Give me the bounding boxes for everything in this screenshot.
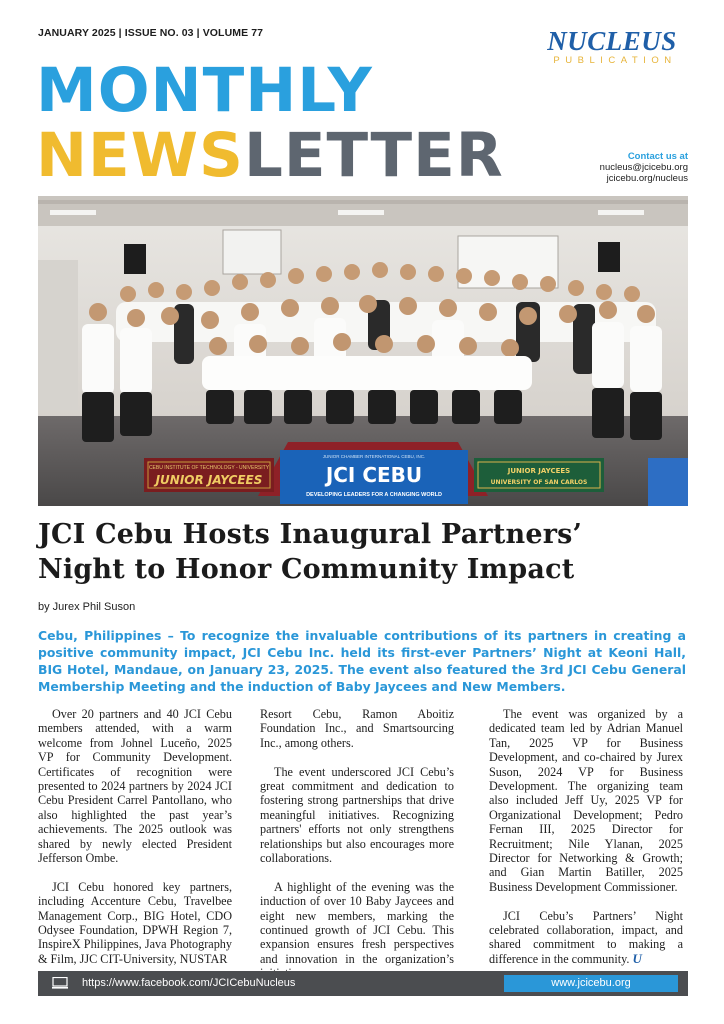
masthead-letter: LETTER [243, 120, 504, 191]
banner-right-top: JUNIOR JAYCEES [507, 467, 571, 475]
headline-line-1: JCI Cebu Hosts Inaugural Partners’ [38, 519, 583, 550]
speaker-right [598, 242, 620, 272]
article-headline [38, 517, 688, 587]
wall-panel [38, 260, 78, 410]
contact-block [600, 151, 688, 184]
banner-center [280, 450, 468, 504]
logo-subtitle: PUBLICATION [553, 55, 677, 66]
masthead-monthly: MONTHLY [36, 55, 373, 126]
banner-center-text: JCI CEBU [325, 463, 423, 487]
masthead-newsletter [36, 120, 504, 191]
article-column-2 [260, 707, 454, 995]
banner-right [474, 458, 604, 492]
article-column-1 [38, 707, 232, 981]
masthead-news: NEWS [36, 120, 244, 191]
contact-website[interactable]: jcicebu.org/nucleus [606, 173, 688, 184]
screen-left [223, 230, 281, 274]
nucleus-logo [536, 27, 688, 67]
banner-far-right [648, 458, 688, 506]
contact-label: Contact us at [627, 151, 688, 162]
closing-text: JCI Cebu’s Partners’ Night celebrated collaboration, impact, and shared commitment to making a difference in the community. [489, 908, 683, 966]
banner-left [144, 458, 274, 492]
ceiling-light [50, 210, 96, 215]
paragraph: Resort Cebu, Ramon Aboitiz Foundation Inc., and Smartsourcing Inc., among others. [260, 707, 454, 750]
ceiling-light [598, 210, 644, 215]
article-lead: Cebu, Philippines – To recognize the invaluable contributions of its partners in creating a positive community impact, JCI Cebu Inc. held its first-ever Partners’ Night at Keoni Hall, BIG Hotel, Mandaue, on January 23, 2025. The event also featured the 3rd JCI Cebu General Membership Meeting and the induction of Baby Jaycees and New Members. [38, 628, 686, 694]
byline: by Jurex Phil Suson [38, 601, 136, 613]
speaker-left [124, 244, 146, 274]
banner-center-top: JUNIOR CHAMBER INTERNATIONAL CEBU, INC. [322, 454, 426, 459]
paragraph: Over 20 partners and 40 JCI Cebu members attended, with a warm welcome from Johnel Luceño, 2025 VP for Community Development. Certificates of recognition were presented to 2024 partners by 2024 JCI Cebu President Carrel Pantollano, who also highlighted the past year’s achievements. The 2025 outlook was shared by newly elected President Jefferson Ombe. [38, 707, 232, 866]
issue-line: JANUARY 2025 | ISSUE NO. 03 | VOLUME 77 [38, 27, 264, 39]
facebook-link[interactable]: https://www.facebook.com/JCICebuNucleus [82, 977, 296, 989]
headline-line-2: Night to Honor Community Impact [38, 554, 575, 585]
group-photo [38, 196, 688, 506]
article-column-3 [489, 707, 683, 981]
group-photo-illustration [38, 196, 688, 506]
banner-left-text: JUNIOR JAYCEES [155, 473, 263, 487]
banner-center-tag: DEVELOPING LEADERS FOR A CHANGING WORLD [306, 492, 442, 498]
contact-email[interactable]: nucleus@jcicebu.org [599, 162, 688, 173]
paragraph: The event underscored JCI Cebu’s great commitment and dedication to fostering strong partnerships that drive meaningful initiatives. Recognizing partners' efforts not only strengthens relationships but also encourages more collaborations. [260, 764, 454, 866]
paragraph: JCI Cebu honored key partners, including Accenture Cebu, Travelbee Management Corp., BIG Hotel, CDO Odysee Foundation, DPWH Region 7, InspireX Philippines, Java Photography & Film, JJC CIT-University, NUSTAR [38, 879, 232, 966]
banner-left-top: CEBU INSTITUTE OF TECHNOLOGY - UNIVERSITY [148, 465, 270, 471]
banner-right-bottom: UNIVERSITY OF SAN CARLOS [490, 479, 588, 486]
ceiling-light [338, 210, 384, 215]
paragraph: A highlight of the evening was the induction of over 10 Baby Jaycees and eight new members, marking the continued growth of JCI Cebu. This expansion ensures fresh perspectives and innovation in the organization’s [260, 879, 454, 966]
crowd-front-shirts [202, 356, 532, 390]
website-link[interactable]: www.jcicebu.org [504, 975, 678, 992]
computer-icon [52, 977, 68, 989]
logo-word: NUCLEUS [547, 26, 677, 56]
paragraph: The event was organized by a dedicated team led by Adrian Manuel Tan, 2025 VP for Business Development, and co-chaired by Jurex Suson, 2024 VP for Business Development. The organizing team also included Jeff Uy, 2025 VP for Organizational Development; Pedro Fernan III, 2025 Director for Recruitment; Nile Ylanan, 2025 Director for Networking & Growth; and Gian Martin Batiller, 2025 Business Development Commissioner. [489, 707, 683, 894]
end-mark-icon: U [632, 950, 642, 966]
paragraph [489, 909, 683, 967]
footer-bar [38, 971, 688, 996]
ceiling-rail [38, 200, 688, 204]
